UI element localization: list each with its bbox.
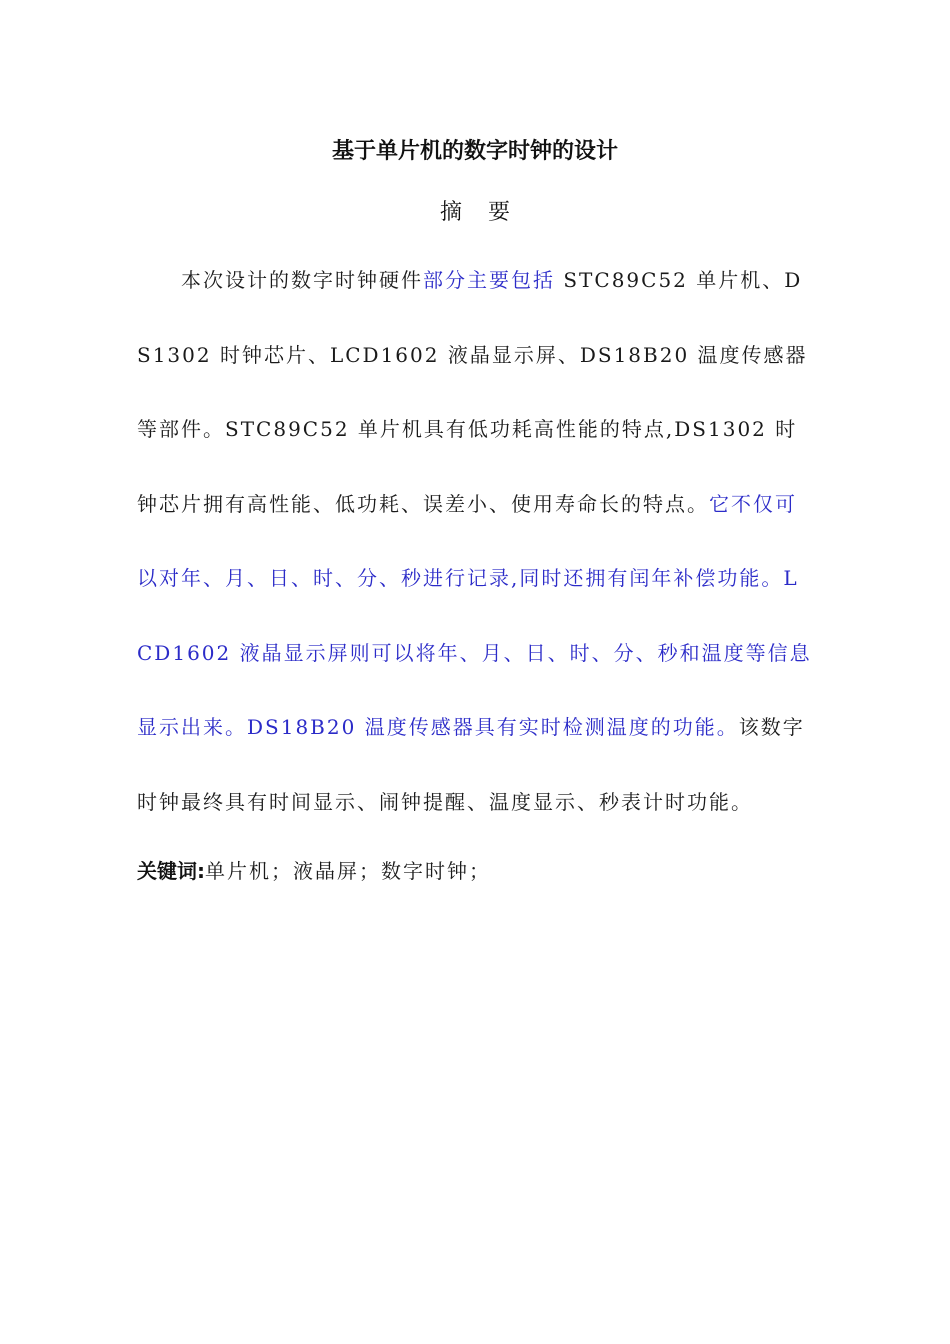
abstract-heading: 摘要 bbox=[439, 200, 536, 225]
page-title: 基于单片机的数字时钟的设计 bbox=[331, 139, 618, 164]
abstract-text-segment: 该数字时钟最终具有时间显示、闹钟提醒、温度显示、秒表计时功能。 bbox=[137, 715, 805, 814]
abstract-text-segment-highlight: 它不仅可以对年、月、日、时、分、秒进行记录,同时还拥有闰年补偿功能。LCD1602 液晶显示屏则可以将年、月、日、时、分、秒和温度等信息显示出来。DS18B20 温度传感器具有实时检测温度的功能。 bbox=[137, 491, 812, 739]
abstract-text-segment-highlight: 部分主要包括 bbox=[423, 268, 555, 292]
keywords-label: 关键词: bbox=[137, 859, 205, 883]
abstract-text-segment: STC89C52 单片机、DS1302 时钟芯片、LCD1602 液晶显示屏、DS18B20 温度传感器等部件。STC89C52 单片机具有低功耗高性能的特点,DS1302 时钟芯片拥有高性能、低功耗、误差小、使用寿命长的特点。 bbox=[137, 268, 808, 516]
abstract-text-segment: 本次设计的数字时钟硬件 bbox=[181, 268, 423, 292]
keywords-line bbox=[137, 855, 491, 887]
abstract-body bbox=[137, 243, 813, 839]
keywords-value: 单片机；液晶屏；数字时钟； bbox=[205, 859, 491, 883]
